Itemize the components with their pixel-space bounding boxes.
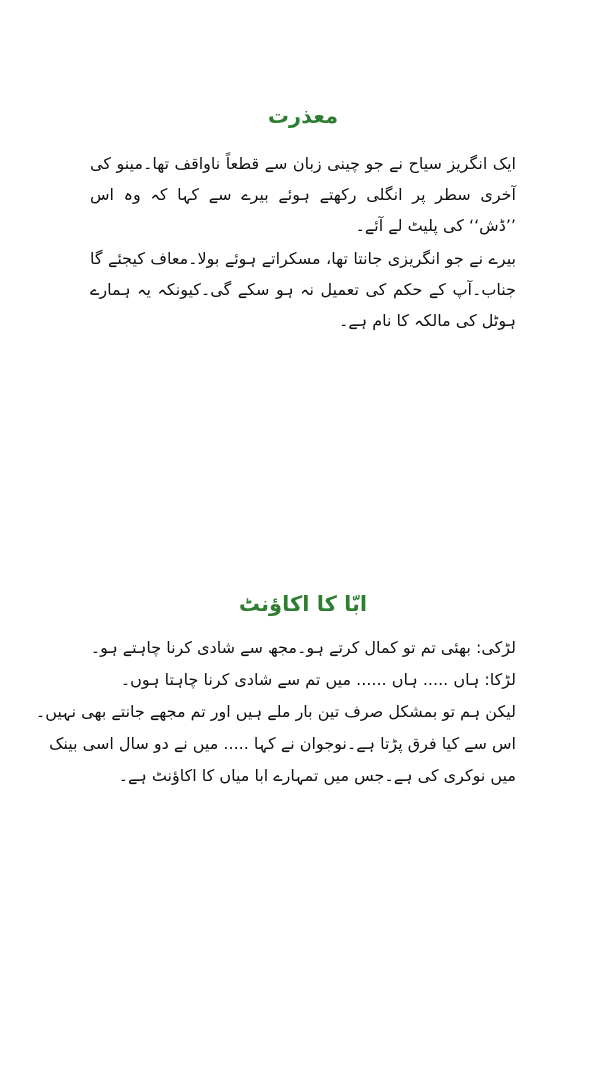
story-title: معذرت [267, 104, 339, 128]
dialogue-line: لڑکی: بھئی تم تو کمال کرتے ہو۔مجھ سے شادی کرنا چاہتے ہو۔ [90, 638, 516, 657]
story-fathers-account [35, 586, 516, 792]
story-title: ابّا کا اکاؤنٹ [238, 592, 368, 616]
dialogue-line: لڑکا: ہاں ..... ہاں ...... میں تم سے شادی کرنا چاہتا ہوں۔ [120, 670, 516, 689]
story-paragraph: ایک انگریز سیاح نے جو چینی زبان سے قطعاً ناواقف تھا۔مینو کی آخری سطر پر انگلی رکھتے ہوئے بیرے سے کہا کہ وہ اس ’’ڈش‘‘ کی پلیٹ لے آئے۔ [90, 154, 516, 235]
story-paragraph: بیرے نے جو انگریزی جانتا تھا، مسکراتے ہوئے بولا۔معاف کیجئے گا جناب۔آپ کے حکم کی تعمیل نہ ہو سکے گی۔کیونکہ یہ ہمارے ہوٹل کی مالکہ کا نام ہے۔ [90, 249, 516, 330]
dialogue-line: اس سے کیا فرق پڑتا ہے۔نوجوان نے کہا ..... میں نے دو سال اسی بینک [49, 734, 516, 753]
dialogue-line: لیکن ہم تو بمشکل صرف تین بار ملے ہیں اور تم مجھے جانتے بھی نہیں۔ [35, 702, 516, 721]
story-apology [90, 98, 516, 336]
dialogue-line: میں نوکری کی ہے۔جس میں تمہارے ابا میاں کا اکاؤنٹ ہے۔ [118, 766, 516, 785]
